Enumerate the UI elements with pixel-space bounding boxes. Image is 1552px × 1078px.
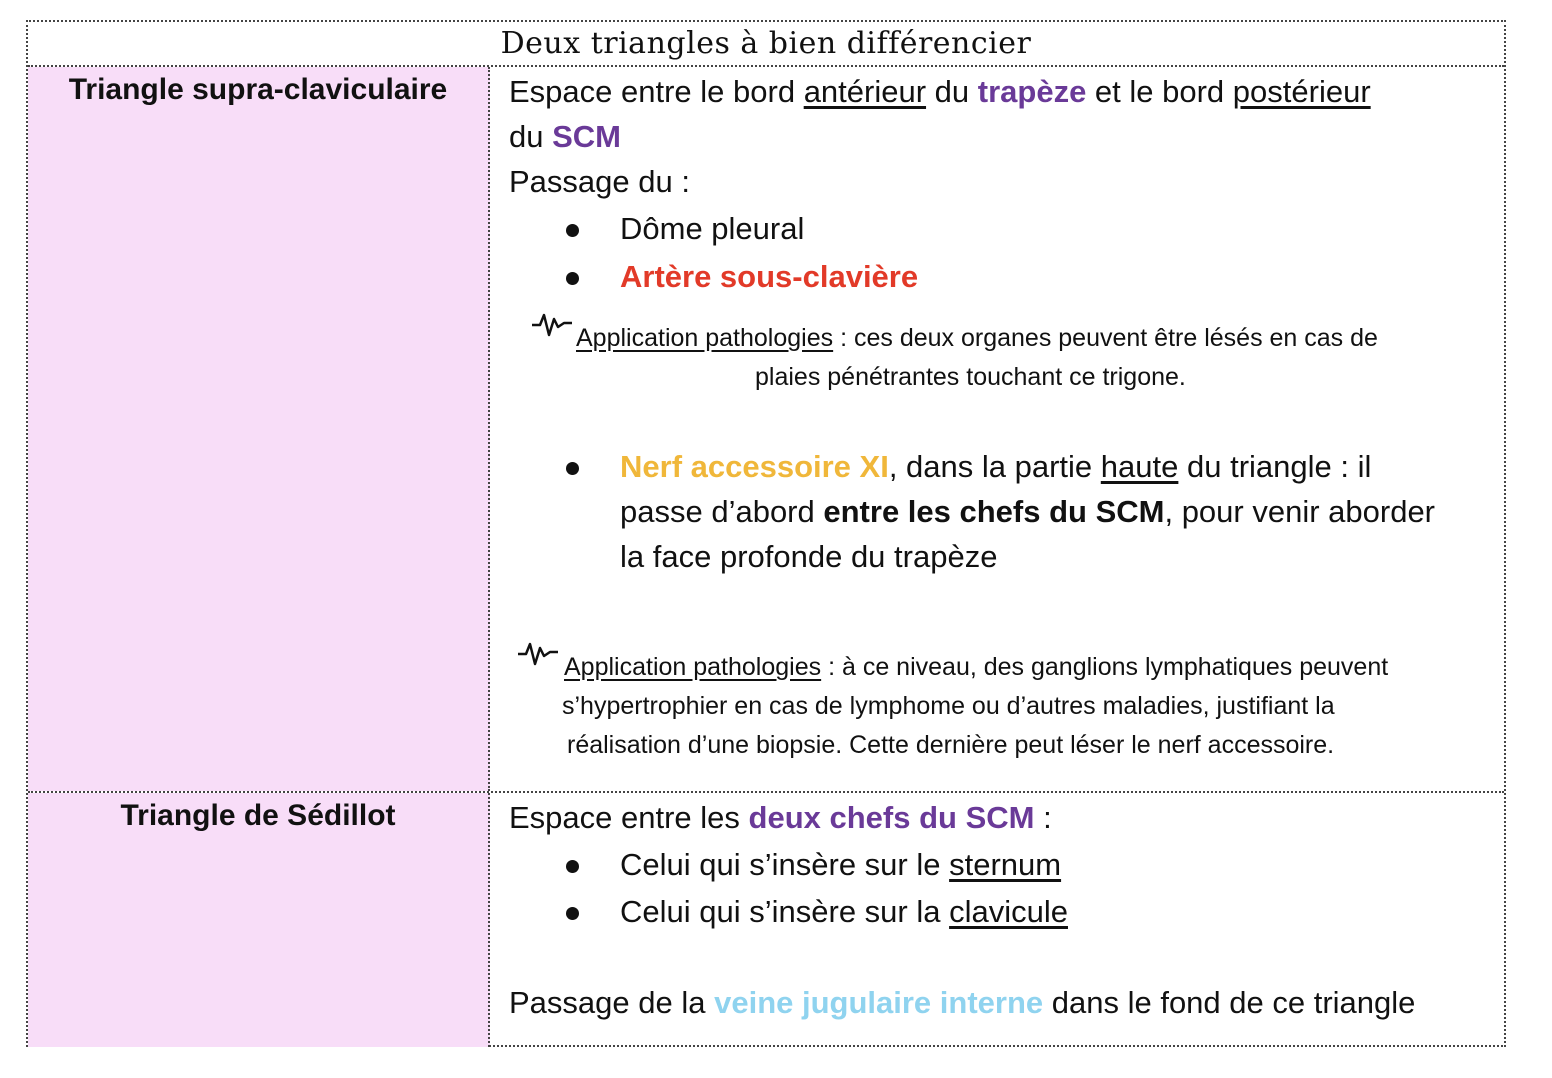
heartbeat-pulse-icon	[530, 309, 574, 339]
table-title: Deux triangles à bien différencier	[28, 22, 1504, 67]
highlight-trapeze: trapèze	[977, 74, 1087, 109]
list-item	[490, 889, 1390, 934]
text: Espace entre les	[509, 800, 749, 835]
application-label: Application pathologies	[564, 653, 822, 681]
text: Espace entre le bord	[509, 74, 804, 109]
bullet-dot-icon	[566, 272, 579, 285]
text: Celui qui s’insère sur la	[620, 894, 950, 929]
text: : à ce niveau, des ganglions lymphatiques peuvent	[821, 653, 1389, 681]
text: , pour venir aborder	[1164, 494, 1436, 529]
intro-line-1	[509, 69, 1371, 114]
text: du	[509, 119, 553, 154]
passage-line	[509, 980, 1415, 1025]
heartbeat-pulse-icon	[516, 638, 560, 668]
bullet-dot-icon	[566, 462, 579, 475]
nerve-line-2	[620, 489, 1435, 534]
nerve-line-1	[620, 444, 1371, 489]
application-note-1-line-2: plaies pénétrantes touchant ce trigone.	[755, 363, 1186, 391]
bullet-dot-icon	[566, 224, 579, 237]
row-sedillot	[28, 793, 1504, 1047]
summary-table	[26, 20, 1506, 1047]
intro-line-2	[509, 114, 621, 159]
list-item-text	[620, 842, 1061, 887]
list-item	[490, 206, 1390, 251]
passage-label: Passage du :	[509, 164, 690, 199]
list-item-text: Artère sous-clavière	[620, 259, 919, 294]
list-item-text	[620, 889, 1068, 934]
application-label: Application pathologies	[576, 324, 834, 352]
text: , dans la partie	[888, 449, 1101, 484]
underlined-text: clavicule	[949, 894, 1068, 929]
underlined-text: sternum	[949, 847, 1062, 882]
row-heading: Triangle de Sédillot	[28, 793, 490, 1047]
application-note-2-line-1	[564, 648, 1388, 687]
row-heading: Triangle supra-claviculaire	[28, 67, 490, 791]
nerve-line-3: la face profonde du trapèze	[620, 539, 998, 574]
text: du	[926, 74, 978, 109]
bullet-dot-icon	[566, 907, 579, 920]
application-note-1-line-1	[576, 319, 1378, 358]
text: : ces deux organes peuvent être lésés en cas de	[833, 324, 1378, 352]
text: et le bord	[1086, 74, 1233, 109]
row-content	[490, 793, 1504, 1047]
text: Celui qui s’insère sur le	[620, 847, 950, 882]
underlined-text: postérieur	[1232, 74, 1371, 109]
underlined-text: antérieur	[803, 74, 927, 109]
intro-line	[509, 795, 1052, 840]
application-note-2-line-2: s’hypertrophier en cas de lymphome ou d’autres maladies, justifiant la	[562, 692, 1335, 720]
list-item	[490, 444, 1490, 584]
list-item	[490, 842, 1390, 887]
bold-text: entre les chefs du SCM	[823, 494, 1165, 529]
text: :	[1034, 800, 1052, 835]
highlight-vein: veine jugulaire interne	[714, 985, 1044, 1020]
highlight-scm: SCM	[552, 119, 621, 154]
highlight-scm-chefs: deux chefs du SCM	[748, 800, 1035, 835]
bullet-dot-icon	[566, 860, 579, 873]
text: passe d’abord	[620, 494, 824, 529]
text: dans le fond de ce triangle	[1043, 985, 1416, 1020]
highlight-nerve: Nerf accessoire XI	[620, 449, 889, 484]
underlined-text: haute	[1100, 449, 1179, 484]
row-content	[490, 67, 1504, 791]
row-supra-claviculaire	[28, 67, 1504, 793]
text: du triangle : il	[1178, 449, 1372, 484]
application-note-2-line-3: réalisation d’une biopsie. Cette dernière peut léser le nerf accessoire.	[567, 731, 1335, 759]
list-item	[490, 254, 1390, 299]
text: Passage de la	[509, 985, 715, 1020]
list-item-text: Dôme pleural	[620, 211, 805, 246]
